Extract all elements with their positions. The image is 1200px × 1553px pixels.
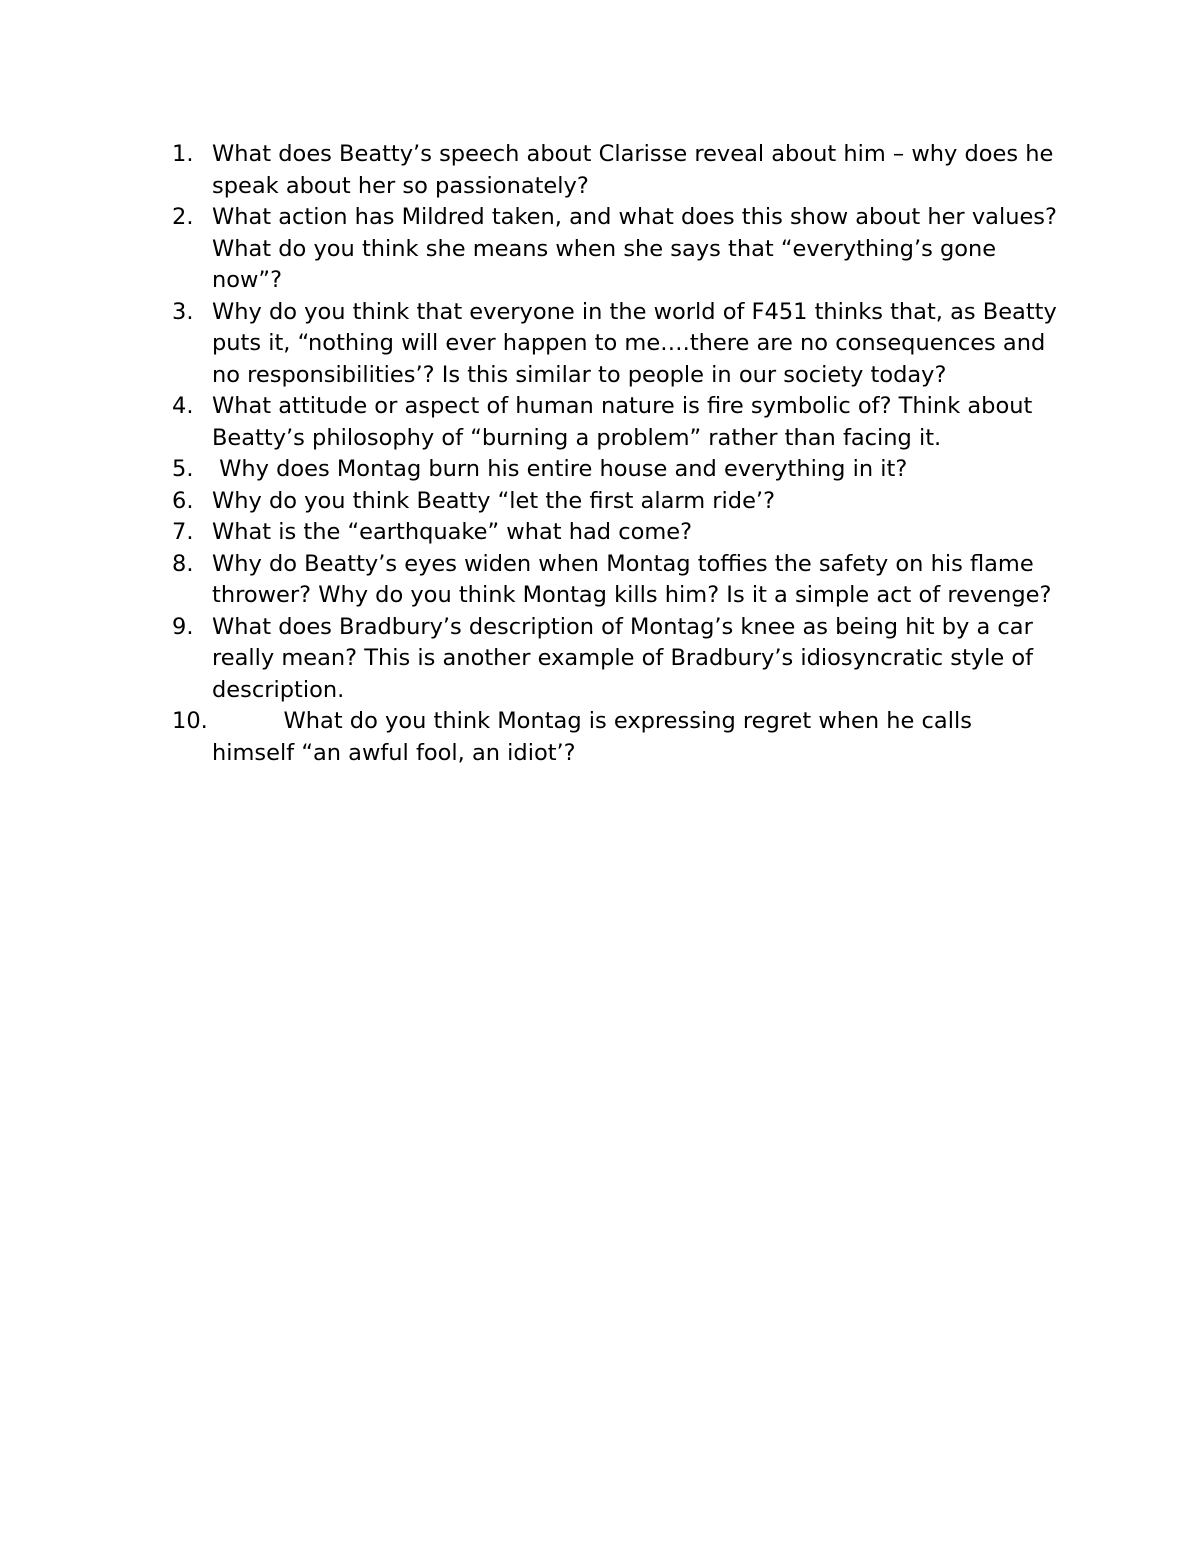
question-number: 10. [172,708,208,734]
question-text: Why does Montag burn his entire house and everything in it? [212,456,908,482]
question-text: What does Bradbury’s description of Montag’s knee as being hit by a car really mean? This is another example of Bradbury’s idiosyncratic style of description. [212,613,1034,703]
question-number: 5. [172,456,194,482]
question-item-6 [172,486,1072,518]
question-number: 9. [172,613,194,640]
question-item-10 [172,706,1072,769]
question-item-7 [172,517,1072,549]
question-item-2 [172,202,1072,297]
question-number: 1. [172,141,194,167]
question-text: Why do you think that everyone in the world of F451 thinks that, as Beatty puts it, “nothing will ever happen to me….there are no consequences and no responsibilities’? Is this similar to people in our society today? [212,298,1057,388]
question-item-5 [172,454,1072,486]
question-text: What action has Mildred taken, and what does this show about her values? What do you think she means when she says that “everything’s gone now”? [212,204,1057,293]
question-number: 4. [172,393,194,419]
question-item-1 [172,139,1072,202]
question-number: 6. [172,487,194,514]
question-item-4 [172,391,1072,454]
question-item-3 [172,297,1072,392]
question-text: What does Beatty’s speech about Clarisse reveal about him – why does he speak about her so passionately? [212,141,1054,199]
question-list [172,139,1072,769]
question-number: 7. [172,519,194,545]
question-text: What attitude or aspect of human nature is fire symbolic of? Think about Beatty’s philosophy of “burning a problem” rather than facing it. [212,393,1033,451]
question-number: 8. [172,550,194,577]
question-item-8 [172,549,1072,612]
question-text: What is the “earthquake” what had come? [212,519,693,545]
question-text: Why do Beatty’s eyes widen when Montag toffies the safety on his flame thrower? Why do you think Montag kills him? Is it a simple act of revenge? [212,550,1052,608]
question-text: Why do you think Beatty “let the first alarm ride’? [212,487,776,514]
question-item-9 [172,612,1072,707]
question-number: 2. [172,204,194,230]
question-number: 3. [172,298,194,325]
question-text: What do you think Montag is expressing regret when he calls himself “an awful fool, an idiot’? [212,708,980,766]
